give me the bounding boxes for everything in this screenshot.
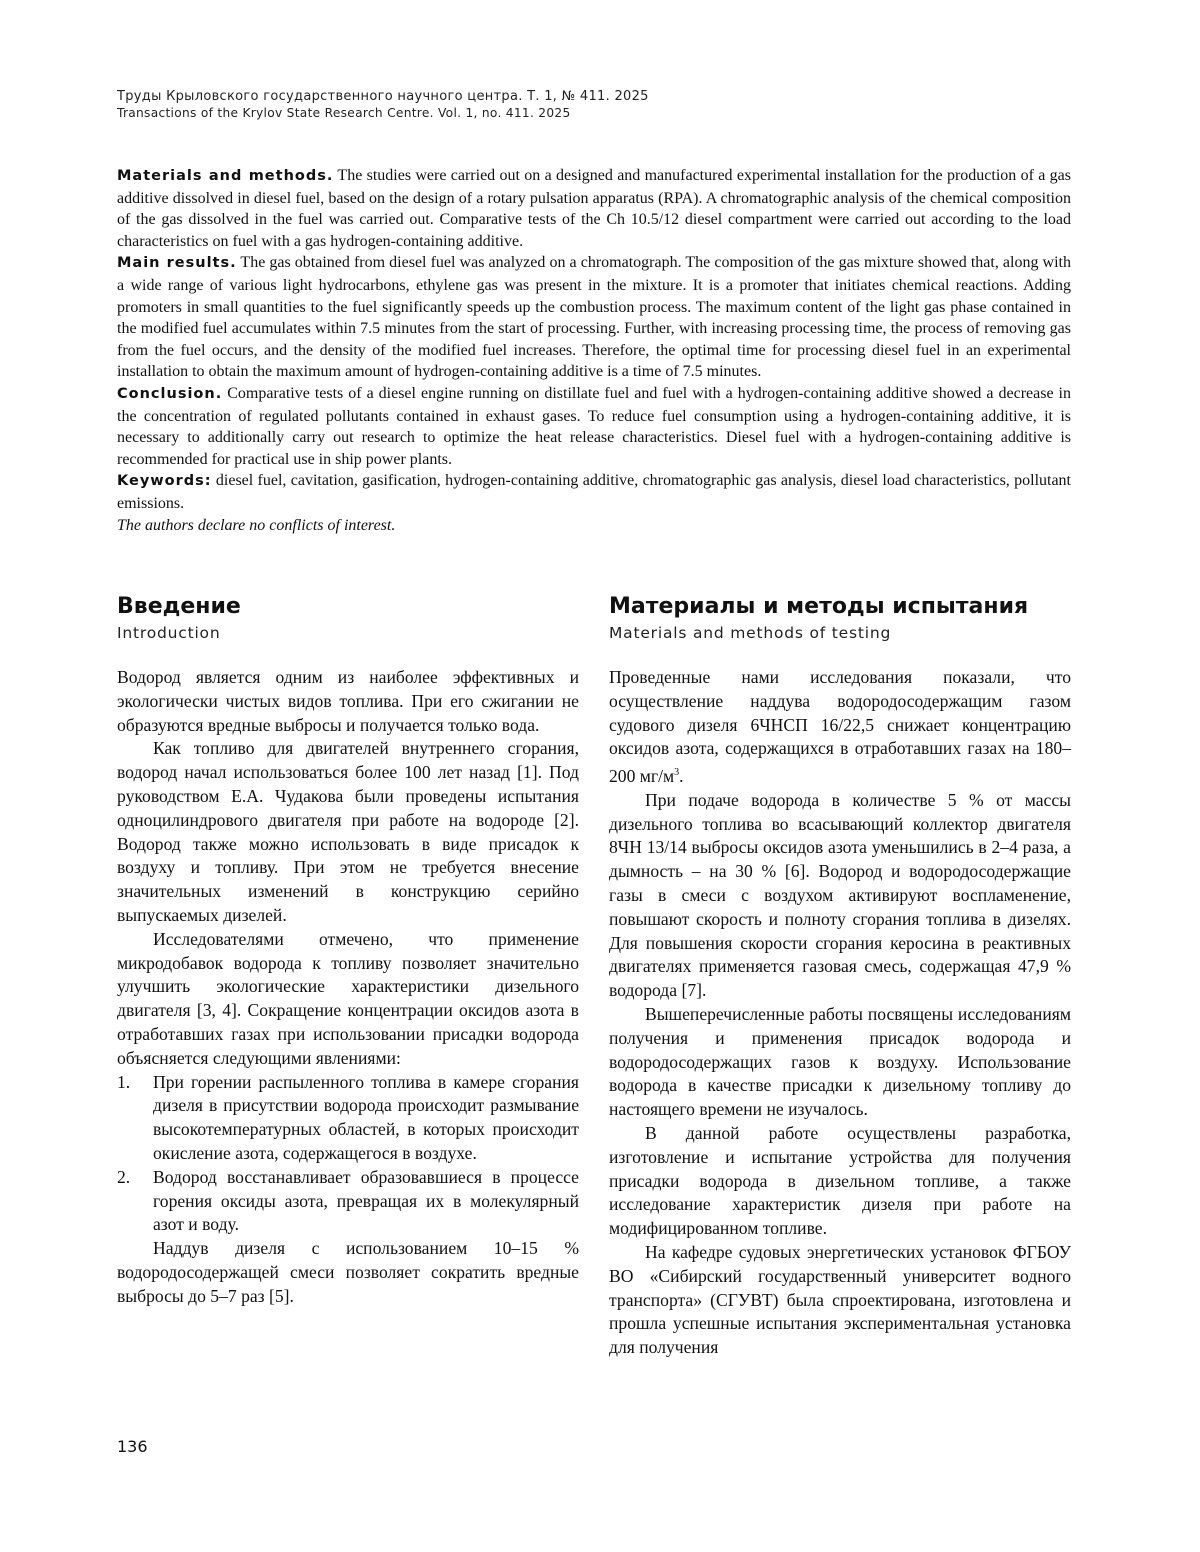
paragraph: На кафедре судовых энергетических установок ФГБОУ ВО «Сибирский государственный университет водного транспорта» (СГУВТ) была спроектирована, изготовлена и прошла успешные испытания экспериментальная установка для получения [609,1241,1071,1360]
list-number: 2. [117,1166,153,1237]
list-item [117,1166,579,1237]
section-title-materials: Материалы и методы испытания [609,592,1071,622]
abstract [117,165,1071,536]
running-header [117,88,649,122]
paragraph-text: Проведенные нами исследования показали, что осуществление наддува водородосодержащим газом судового дизеля 6ЧНСП 16/22,5 снижает концентрацию оксидов азота, содержащихся в отработавших газах на 180–200 мг/м [609,667,1071,786]
left-column [117,592,579,1309]
paragraph: Исследователями отмечено, что применение микродобавок водорода к топливу позволяет значительно улучшить экологические характеристики дизельного двигателя [3, 4]. Сокращение концентрации оксидов азота в отработавших газах при использовании присадки водорода объясняется следующими явлениями: [117,928,579,1071]
superscript: 3 [674,767,679,778]
paragraph: Вышеперечисленные работы посвящены исследованиям получения и применения присадок водорода и водородосодержащих газов к воздуху. Использование водорода в качестве присадки к дизельному топливу до настоящего времени не изучалось. [609,1003,1071,1122]
list-text: При горении распыленного топлива в камере сгорания дизеля в присутствии водорода происходит размывание высокотемпературных областей, в которых происходит окисление азота, содержащегося в воздухе. [153,1071,579,1166]
conclusion-text: Comparative tests of a diesel engine running on distillate fuel and fuel with a hydrogen-containing additive showed a decrease in the concentration of regulated pollutants contained in exhaust gases. To reduce fuel consumption using a hydrogen-containing additive, it is necessary to additionally carry out research to optimize the heat release characteristics. Diesel fuel with a hydrogen-containing additive is recommended for practical use in ship power plants. [117,385,1071,468]
keywords-text: diesel fuel, cavitation, gasification, hydrogen-containing additive, chromatographic gas analysis, diesel load characteristics, pollutant emissions. [117,472,1071,512]
abstract-results [117,252,1071,383]
section-subtitle: Materials and methods of testing [609,622,1071,644]
abstract-keywords [117,470,1071,514]
journal-title-ru: Труды Крыловского государственного научного центра. Т. 1, № 411. 2025 [117,88,649,105]
page-number: 136 [117,1437,148,1456]
list-item [117,1071,579,1166]
results-text: The gas obtained from diesel fuel was analyzed on a chromatograph. The composition of the gas mixture showed that, along with a wide range of various light hydrocarbons, ethylene gas was present in the mixture. It is a promoter that initiates chemical reactions. Adding promoters in small quantities to the fuel significantly speeds up the combustion process. The maximum content of the light gas phase contained in the modified fuel accumulates within 7.5 minutes from the start of processing. Further, with increasing processing time, the process of removing gas from the fuel occurs, and the density of the modified fuel increases. Therefore, the optimal time for processing diesel fuel in an experimental installation to obtain the maximum amount of hydrogen-containing additive is a time of 7.5 minutes. [117,254,1071,380]
abstract-methods [117,165,1071,252]
abstract-conclusion [117,383,1071,470]
paragraph: Как топливо для двигателей внутреннего сгорания, водород начал использоваться более 100 лет назад [1]. Под руководством Е.А. Чудакова были проведены испытания одноцилиндрового двигателя при работе на водороде [2]. Водород также можно использовать в виде присадок к воздуху и топливу. При этом не требуется внесение значительных изменений в конструкцию серийно выпускаемых дизелей. [117,737,579,927]
list-text: Водород восстанавливает образовавшиеся в процессе горения оксиды азота, превращая их в молекулярный азот и воду. [153,1166,579,1237]
methods-label: Materials and methods. [117,168,333,184]
results-label: Main results. [117,255,237,271]
keywords-label: Keywords: [117,473,212,489]
right-column [609,592,1071,1360]
section-title-introduction: Введение [117,592,579,622]
paragraph: Водород является одним из наиболее эффективных и экологически чистых видов топлива. При его сжигании не образуются вредные выбросы и получается только вода. [117,666,579,737]
methods-text: The studies were carried out on a designed and manufactured experimental installation for the production of a gas additive dissolved in diesel fuel, based on the design of a rotary pulsation apparatus (RPA). A chromatographic analysis of the chemical composition of the gas dissolved in the fuel was carried out. Comparative tests of the Ch 10.5/12 diesel compartment were carried out according to the load characteristics on fuel with a gas hydrogen-containing additive. [117,167,1071,250]
paragraph: Наддув дизеля с использованием 10–15 % водородосодержащей смеси позволяет сократить вредные выбросы до 5–7 раз [5]. [117,1237,579,1308]
paragraph-end: . [679,766,683,786]
conclusion-label: Conclusion. [117,386,222,402]
paragraph: В данной работе осуществлены разработка, изготовление и испытание устройства для получения присадки водорода в дизельном топливе, а также исследование характеристик дизеля при работе на модифицированном топливе. [609,1122,1071,1241]
paragraph: При подаче водорода в количестве 5 % от массы дизельного топлива во всасывающий коллектор двигателя 8ЧН 13/14 выбросы оксидов азота уменьшились в 2–4 раза, а дымность – на 30 % [6]. Водород и водородосодержащие газы в смеси с воздухом активируют воспламенение, повышают скорость и полноту сгорания топлива в дизелях. Для повышения скорости сгорания керосина в реактивных двигателях применяется газовая смесь, содержащая 47,9 % водорода [7]. [609,789,1071,1003]
conflicts-statement: The authors declare no conflicts of interest. [117,515,1071,537]
list-number: 1. [117,1071,153,1166]
section-subtitle: Introduction [117,622,579,644]
journal-title-en: Transactions of the Krylov State Research Centre. Vol. 1, no. 411. 2025 [117,105,649,122]
paragraph [609,666,1071,789]
